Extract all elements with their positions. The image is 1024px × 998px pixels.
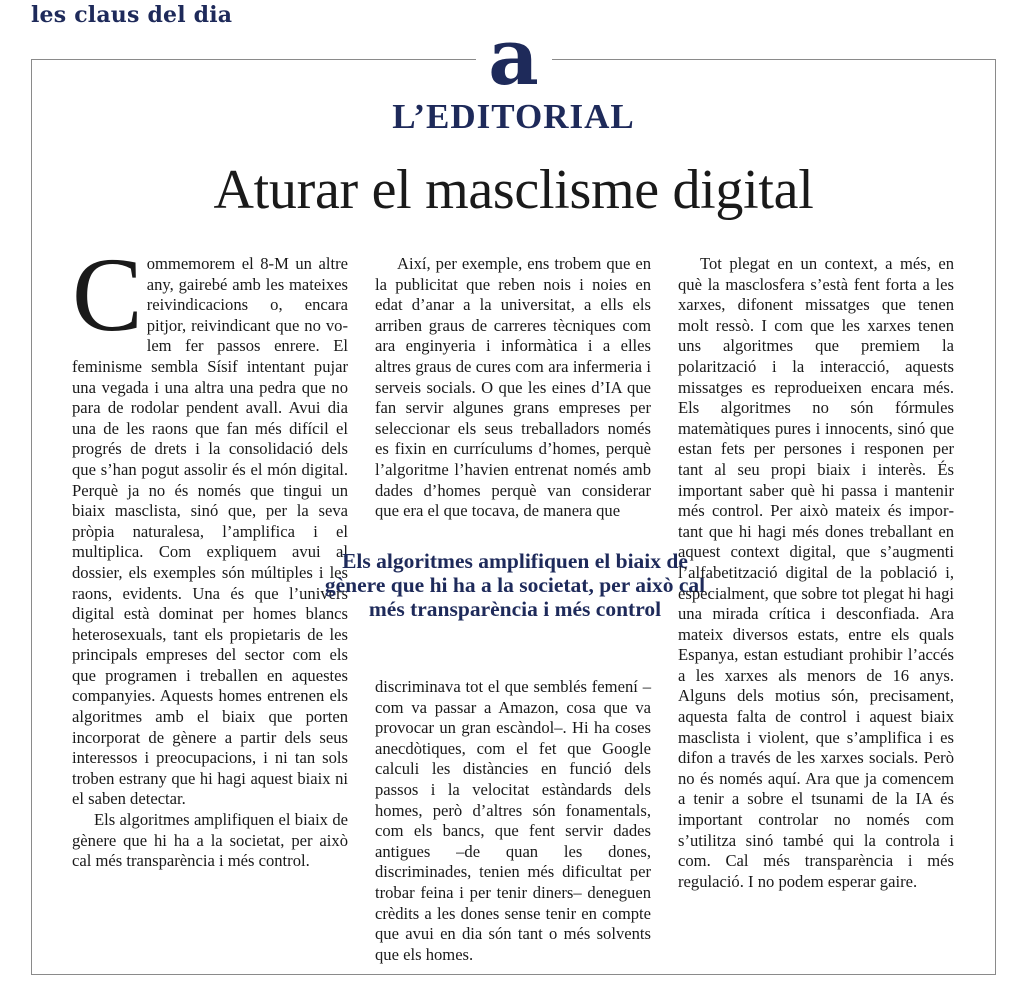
article-column-2-top	[375, 254, 651, 522]
editorial-kicker: L’EDITORIAL	[392, 97, 635, 136]
drop-cap: C	[72, 236, 143, 353]
paragraph: Tot plegat en un context, a més, en què la masclosfera s’està fent forta a les xarxes, difonent missatges que tenen molt ressò. I com que les xarxes tenen uns algoritmes que premiem la polarització i la interacció, aquests missatges es reprodueixen encara més. Els algoritmes no són fórmules matemàtiques pures i innocents, sinó que estan fets per persones i responen per tant al seu propi biaix i interès. És important saber què hi passa i mantenir més control. Per això mateix és important que hi hagi més dones treballant en aquest context digital, que s’augmenti l’alfabetització digital de la població i, especialment, que sobre tot plegat hi hagi una mirada crítica i desconfiada. Ara mateix diversos estats, entre els quals Espanya, estan estudiant prohibir l’accés a les xarxes als menors de 16 anys. Alguns dels motius són, precisament, aquesta falta de control i aquest biaix masclista i violent, que s’amplifica i es difon a través de les xarxes socials. Però no és només aquí. Ara que ja comencem a tenir a sobre el tsunami de la IA és important controlar no només com s’utilitza sinó també qui la controla i com. Cal més transparència i més regulació. I no podem esperar gaire.	[678, 254, 954, 891]
newspaper-logo: a	[476, 30, 552, 96]
article-column-1	[72, 236, 348, 872]
headline: Aturar el masclisme digital	[213, 159, 814, 221]
article-column-2-bottom	[375, 677, 651, 965]
pull-quote: Els algoritmes amplifiquen el biaix de gènere que hi ha a la societat, per això cal més transparència i més control	[324, 549, 706, 621]
paragraph: discriminava tot el que semblés femení –com va passar a Amazon, cosa que va provocar un gran escàndol–. Hi ha coses anecdòtiques, com el fet que Google calculi les distàncies en funció dels passos i la velocitat estàndards dels homes, però d’altres són fonamentals, com els bancs, que fent servir dades antigues –de quan les dones, discriminades, tenien més dificultat per trobar feina i per tenir diners– deneguen crèdits a les dones sense tenir en compte que avui en dia són tant o més solvents que els homes.	[375, 677, 651, 964]
paragraph	[72, 236, 348, 810]
article-column-3	[678, 254, 954, 892]
paragraph-text: ommemorem el 8-M un altre any, gairebé amb les mateixes reivindicacions o, encara pitjor, reivindicant que no volem fer passos enrere. El feminisme sembla Sísif intentant pujar una vegada i una altra una pedra que no para de rodolar pendent avall. Avui dia una de les raons que fan més difícil el progrés de drets i la consolidació dels que s’han pogut assolir és el món digital. Perquè ja no és només que tingui un biaix masclista, sinó que, per la seva pròpia naturalesa, l’amplifica i el multiplica. Com expliquem avui al dossier, els exemples són múltiples i les raons, evidents. Una és que l’univers digital està dominat per homes blancs heterosexuals, tant els propietaris de les principals empreses del sector com els que programen i treballen en aquestes companyies. Aquests homes entrenen els algoritmes amb el biaix que porten incorporat de gènere a partir dels seus interessos i preocupacions, i ni tan sols troben estrany que hi hagi aquest biaix ni el saben detectar.	[72, 254, 348, 809]
paragraph: Així, per exemple, ens trobem que en la publicitat que reben nois i noies en edat d’anar a la universitat, a ells els arriben graus de carreres tècniques com ara enginyeria i informàtica i a elles altres graus de cures com ara infermeria i serveis socials. O que les eines d’IA que fan servir algunes grans empreses per seleccionar els seus treballadors només es fixin en currículums d’homes, perquè l’algoritme l’havien entrenat només amb dades d’homes perquè van considerar que era el que tocava, de manera que	[375, 254, 651, 521]
section-label: les claus del dia	[31, 2, 233, 28]
paragraph: Els algoritmes amplifiquen el biaix de gènere que hi ha a la societat, per això cal més transparència i més control.	[72, 810, 348, 871]
